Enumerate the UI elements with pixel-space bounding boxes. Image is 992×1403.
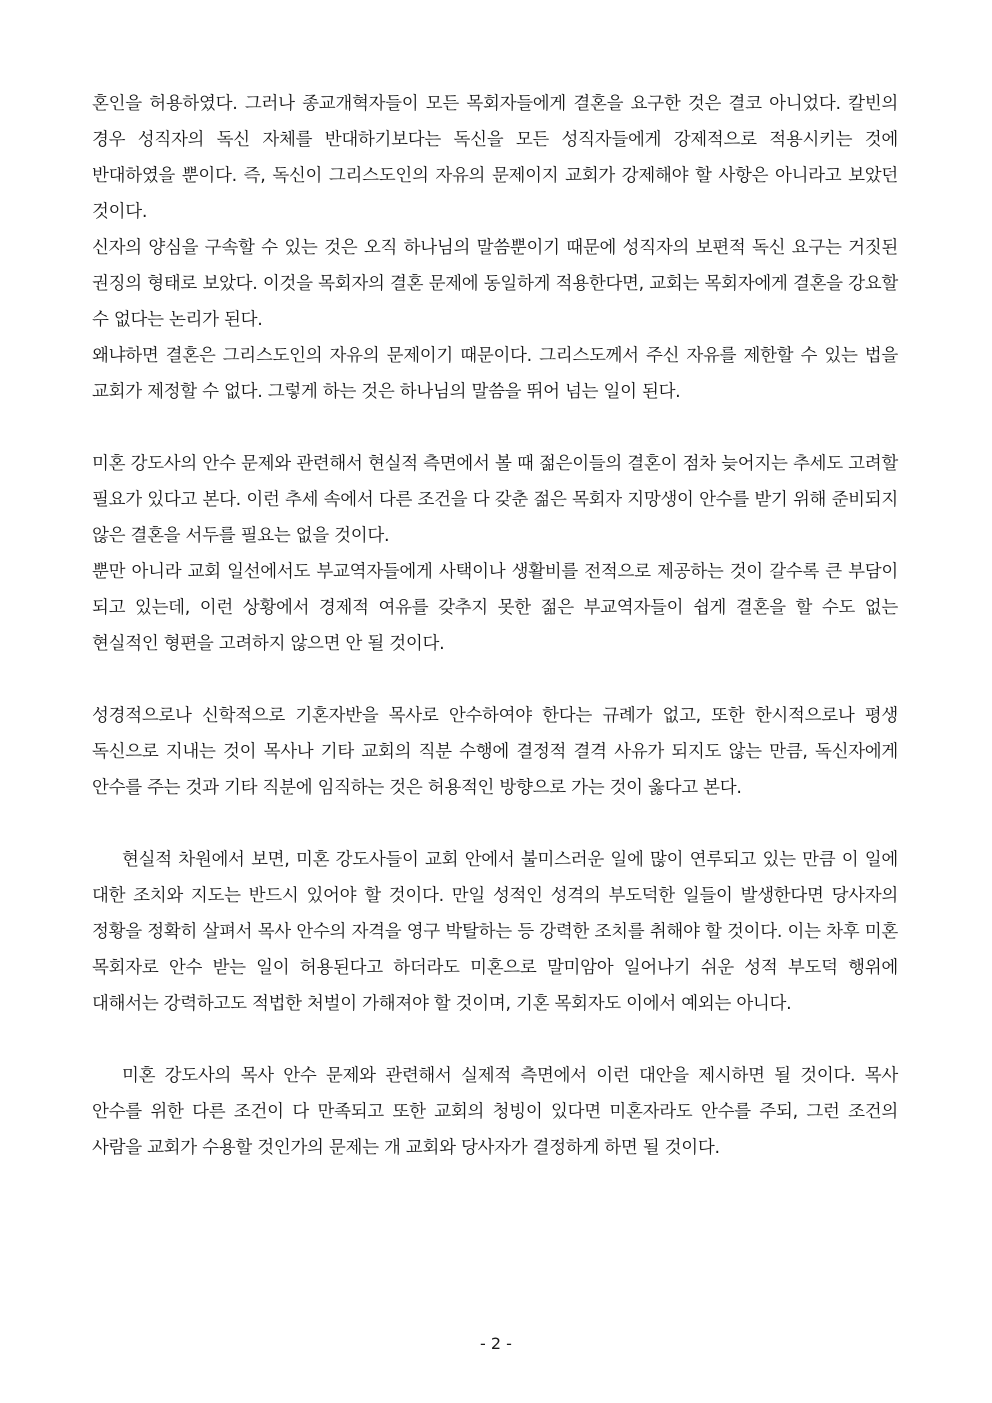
document-body (92, 86, 898, 1166)
paragraph-gap (92, 1022, 898, 1058)
paragraph-4: 미혼 강도사의 안수 문제와 관련해서 현실적 측면에서 볼 때 젊은이들의 결혼이 점차 늦어지는 추세도 고려할 필요가 있다고 본다. 이런 추세 속에서 다른 조건을 다 갖춘 젊은 목회자 지망생이 안수를 받기 위해 준비되지 않은 결혼을 서두를 필요는 없을 것이다. (92, 454, 898, 546)
paragraph-6: 성경적으로나 신학적으로 기혼자반을 목사로 안수하여야 한다는 규례가 없고, 또한 한시적으로나 평생 독신으로 지내는 것이 목사나 기타 교회의 직분 수행에 결정적 결격 사유가 되지도 않는 만큼, 독신자에게 안수를 주는 것과 기타 직분에 임직하는 것은 허용적인 방향으로 가는 것이 옳다고 본다. (92, 706, 898, 798)
paragraph-8: 미혼 강도사의 목사 안수 문제와 관련해서 실제적 측면에서 이런 대안을 제시하면 될 것이다. 목사 안수를 위한 다른 조건이 다 만족되고 또한 교회의 청빙이 있다면 미혼자라도 안수를 주되, 그런 조건의 사람을 교회가 수용할 것인가의 문제는 개 교회와 당사자가 결정하게 하면 될 것이다. (92, 1066, 898, 1158)
paragraph-3: 왜냐하면 결혼은 그리스도인의 자유의 문제이기 때문이다. 그리스도께서 주신 자유를 제한할 수 있는 법을 교회가 제정할 수 없다. 그렇게 하는 것은 하나님의 말씀을 뛰어 넘는 일이 된다. (92, 346, 898, 402)
paragraph-1: 혼인을 허용하였다. 그러나 종교개혁자들이 모든 목회자들에게 결혼을 요구한 것은 결코 아니었다. 칼빈의 경우 성직자의 독신 자체를 반대하기보다는 독신을 모든 성직자들에게 강제적으로 적용시키는 것에 반대하였을 뿐이다. 즉, 독신이 그리스도인의 자유의 문제이지 교회가 강제해야 할 사항은 아니라고 보았던 것이다. (92, 94, 898, 222)
paragraph-2: 신자의 양심을 구속할 수 있는 것은 오직 하나님의 말씀뿐이기 때문에 성직자의 보편적 독신 요구는 거짓된 권징의 형태로 보았다. 이것을 목회자의 결혼 문제에 동일하게 적용한다면, 교회는 목회자에게 결혼을 강요할 수 없다는 논리가 된다. (92, 238, 898, 330)
paragraph-gap (92, 662, 898, 698)
paragraph-gap (92, 410, 898, 446)
paragraph-5: 뿐만 아니라 교회 일선에서도 부교역자들에게 사택이나 생활비를 전적으로 제공하는 것이 갈수록 큰 부담이 되고 있는데, 이런 상황에서 경제적 여유를 갖추지 못한 젊은 부교역자들이 쉽게 결혼을 할 수도 없는 현실적인 형편을 고려하지 않으면 안 될 것이다. (92, 562, 898, 654)
paragraph-7: 현실적 차원에서 보면, 미혼 강도사들이 교회 안에서 불미스러운 일에 많이 연루되고 있는 만큼 이 일에 대한 조치와 지도는 반드시 있어야 할 것이다. 만일 성적인 성격의 부도덕한 일들이 발생한다면 당사자의 정황을 정확히 살펴서 목사 안수의 자격을 영구 박탈하는 등 강력한 조치를 취해야 할 것이다. 이는 차후 미혼 목회자로 안수 받는 일이 허용된다고 하더라도 미혼으로 말미암아 일어나기 쉬운 성적 부도덕 행위에 대해서는 강력하고도 적법한 처벌이 가해져야 할 것이며, 기혼 목회자도 이에서 예외는 아니다. (92, 850, 898, 1014)
paragraph-gap (92, 806, 898, 842)
page-number: - 2 - (480, 1334, 512, 1353)
